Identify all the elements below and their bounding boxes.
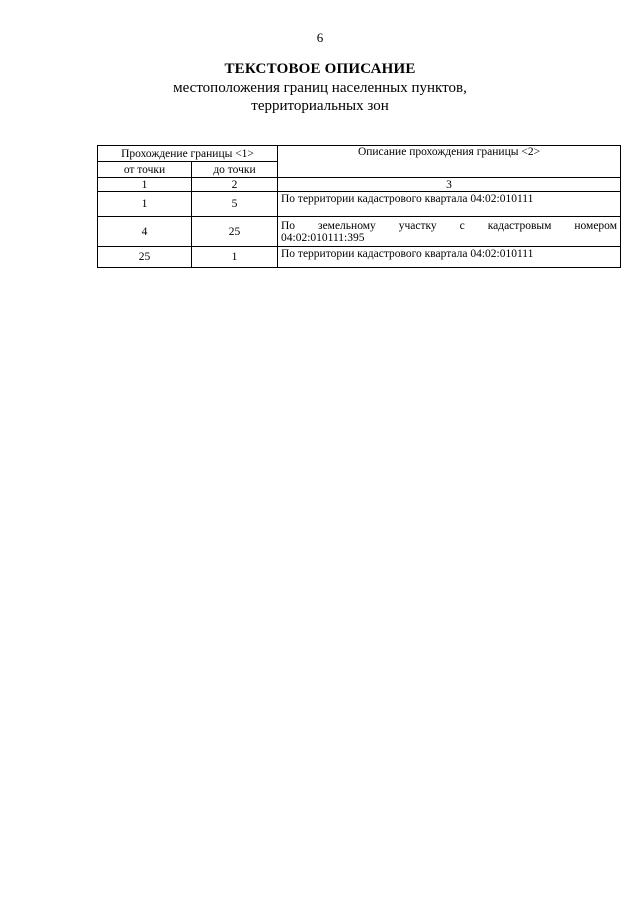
column-number-row xyxy=(98,178,621,192)
column-number-2: 2 xyxy=(192,178,278,192)
row-description: По территории кадастрового квартала 04:02:010111 xyxy=(278,192,621,217)
header-boundary-description: Описание прохождения границы <2> xyxy=(278,146,621,178)
row-description: По территории кадастрового квартала 04:02:010111 xyxy=(278,247,621,268)
document-subtitle-line-1: местоположения границ населенных пунктов, xyxy=(173,80,467,96)
row-to-point: 5 xyxy=(192,192,278,217)
column-number-1: 1 xyxy=(98,178,192,192)
row-to-point: 25 xyxy=(192,217,278,247)
row-from-point: 1 xyxy=(98,192,192,217)
header-boundary-passage: Прохождение границы <1> xyxy=(98,146,278,162)
table-row xyxy=(98,217,621,247)
document-title: ТЕКСТОВОЕ ОПИСАНИЕ xyxy=(224,61,416,77)
table-header-row xyxy=(98,146,621,162)
boundary-description-table xyxy=(97,145,621,268)
row-to-point: 1 xyxy=(192,247,278,268)
table-row xyxy=(98,192,621,217)
document-subtitle-line-2: территориальных зон xyxy=(251,98,389,114)
column-number-3: 3 xyxy=(278,178,621,192)
row-description-line-1: По земельному участку с кадастровым номером xyxy=(281,219,617,232)
row-description xyxy=(278,217,621,247)
row-from-point: 25 xyxy=(98,247,192,268)
header-from-point: от точки xyxy=(98,162,192,178)
header-to-point: до точки xyxy=(192,162,278,178)
table-row xyxy=(98,247,621,268)
row-from-point: 4 xyxy=(98,217,192,247)
row-description-line-2: 04:02:010111:395 xyxy=(281,231,365,244)
page-number: 6 xyxy=(316,30,324,45)
